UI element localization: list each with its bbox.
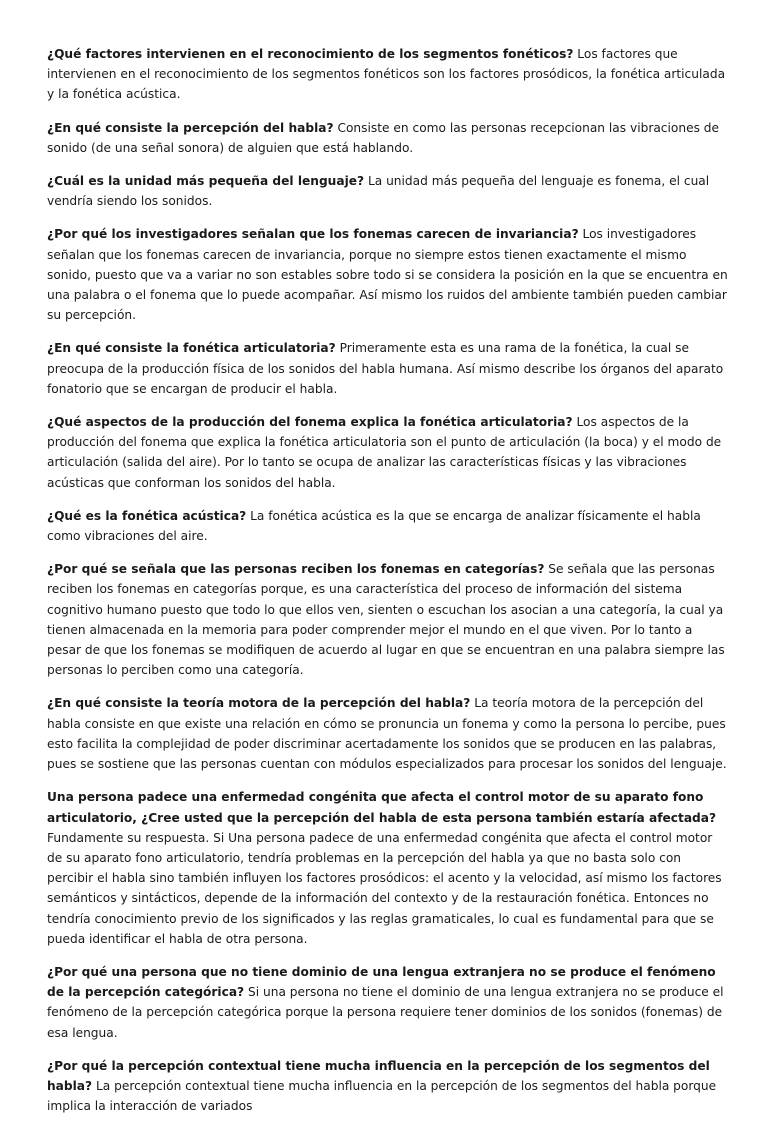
qa-paragraph <box>47 412 729 493</box>
question-text: Una persona padece una enfermedad congénita que afecta el control motor de su aparato fono articulatorio, ¿Cree usted que la percepción del habla de esta persona también estaría afectada? <box>47 790 717 825</box>
document-page <box>47 44 729 1129</box>
question-text: ¿Qué es la fonética acústica? <box>47 508 247 523</box>
qa-paragraph <box>47 171 729 211</box>
qa-paragraph <box>47 787 729 949</box>
qa-paragraph <box>47 693 729 774</box>
answer-text: Primeramente esta es una rama de la fonética, la cual se preocupa de la producción física de los sonidos del habla humana. Así mismo describe los órganos del aparato fonatorio que se encargan de producir el habla. <box>47 341 724 396</box>
answer-text: La teoría motora de la percepción del habla consiste en que existe una relación en cómo se pronuncia un fonema y como la persona lo percibe, pues esto facilita la complejidad de poder discriminar acertadamente los sonidos que se producen en las palabras, pues se sostiene que las personas cuentan con módulos especializados para procesar los sonidos del lenguaje. <box>47 696 727 772</box>
answer-text: Consiste en como las personas recepcionan las vibraciones de sonido (de una señal sonora) de alguien que está hablando. <box>47 120 720 155</box>
answer-text: Los factores que intervienen en el reconocimiento de los segmentos fonéticos son los factores prosódicos, la fonética articulada y la fonética acústica. <box>47 47 726 102</box>
question-text: ¿En qué consiste la fonética articulatoria? <box>47 341 336 356</box>
qa-paragraph <box>47 962 729 1043</box>
answer-text: Si una persona no tiene el dominio de una lengua extranjera no se produce el fenómeno de la percepción categórica porque la persona requiere tener dominios de los sonidos (fonemas) de esa lengua. <box>47 985 724 1040</box>
qa-paragraph <box>47 118 729 158</box>
qa-paragraph <box>47 224 729 325</box>
question-text: ¿Por qué se señala que las personas reciben los fonemas en categorías? <box>47 562 545 577</box>
question-text: ¿Qué factores intervienen en el reconocimiento de los segmentos fonéticos? <box>47 47 574 61</box>
question-text: ¿Por qué una persona que no tiene dominio de una lengua extranjera no se produce el fenómeno de la percepción categórica? <box>47 964 716 1000</box>
qa-paragraph <box>47 1056 729 1117</box>
question-text: ¿Por qué la percepción contextual tiene mucha influencia en la percepción de los segmentos del habla? <box>47 1058 710 1093</box>
question-text: ¿Por qué los investigadores señalan que los fonemas carecen de invariancia? <box>47 227 579 242</box>
answer-text: Los aspectos de la producción del fonema que explica la fonética articulatoria son el punto de articulación (la boca) y el modo de articulación (salida del aire). Por lo tanto se ocupa de analizar las características físicas y las vibraciones acústicas que conforman los sonidos del habla. <box>47 415 722 490</box>
qa-paragraph <box>47 559 729 680</box>
qa-paragraph <box>47 44 729 105</box>
answer-text: Los investigadores señalan que los fonemas carecen de invariancia, porque no siempre estos tienen exactamente el mismo sonido, puesto que va a variar no son estables sobre todo si se considera la posición en la que se encuentra en una palabra o el fonema que lo puede acompañar. Así mismo los ruidos del ambiente también pueden cambiar su percepción. <box>47 227 728 323</box>
answer-text: La unidad más pequeña del lenguaje es fonema, el cual vendría siendo los sonidos. <box>47 174 710 209</box>
question-text: ¿Qué aspectos de la producción del fonema explica la fonética articulatoria? <box>47 415 573 430</box>
answer-text: Se señala que las personas reciben los fonemas en categorías porque, es una característica del proceso de información del sistema cognitivo humano puesto que todo lo que ellos ven, sienten o escuchan los asocian a una categoría, la cual ya tienen almacenada en la memoria para poder comprender mejor el mundo en el que viven. Por lo tanto a pesar de que los fonemas se modifiquen de acuerdo al lugar en que se encuentran en una palabra siempre las personas lo perciben como una categoría. <box>47 562 725 678</box>
qa-paragraph <box>47 506 729 546</box>
question-text: ¿En qué consiste la percepción del habla? <box>47 120 334 135</box>
question-text: ¿En qué consiste la teoría motora de la percepción del habla? <box>47 696 471 711</box>
answer-text: La fonética acústica es la que se encarga de analizar físicamente el habla como vibraciones del aire. <box>47 508 701 544</box>
qa-paragraph <box>47 338 729 399</box>
answer-text: La percepción contextual tiene mucha influencia en la percepción de los segmentos del habla porque implica la interacción de variados <box>47 1078 717 1114</box>
answer-text: Fundamente su respuesta. Si Una persona padece de una enfermedad congénita que afecta el control motor de su aparato fono articulatorio, tendría problemas en la percepción del habla ya que no basta solo con percibir el habla sino también influyen los factores prosódicos: el acento y la velocidad, así mismo los factores semánticos y sintácticos, depende de la información del contexto y de la restauración fonética. Entonces no tendría conocimiento previo de los significados y las reglas gramaticales, lo cual es fundamental para que se pueda identificar el habla de otra persona. <box>47 830 722 946</box>
question-text: ¿Cuál es la unidad más pequeña del lenguaje? <box>47 174 365 189</box>
